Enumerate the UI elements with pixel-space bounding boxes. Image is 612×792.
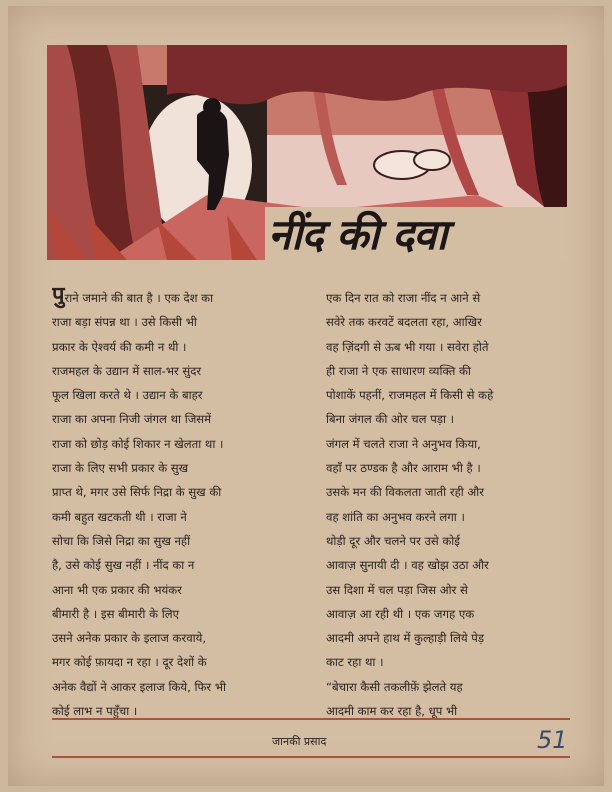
- paragraph-3: [326, 286, 576, 432]
- text-line: उसने अनेक प्रकार के इलाज करवाये,: [52, 631, 207, 646]
- text-line: बिना जंगल की ओर चल पड़ा ।: [326, 412, 455, 427]
- text-line: प्राप्त थे, मगर उसे सिर्फ निद्रा के सुख की: [52, 485, 222, 500]
- text-line: थोड़ी दूर और चलने पर उसे कोई: [326, 533, 461, 548]
- text-line: आवाज़ सुनायी दी । वह खोझ उठा और: [326, 558, 489, 573]
- text-line: ही राजा ने एक साधारण व्यक्ति की: [326, 363, 471, 378]
- text-line: राजमहल के उद्यान में साल-भर सुंदर: [52, 363, 202, 378]
- text-line: प्रकार के ऐश्वर्य की कमी न थी ।: [52, 339, 187, 354]
- text-line: आना भी एक प्रकार की भयंकर: [52, 582, 182, 597]
- text-line: वह शांति का अनुभव करने लगा ।: [326, 509, 465, 524]
- text-line: पुराने जमाने की बात है । एक देश का: [52, 286, 302, 310]
- text-line: राजा बड़ा संपन्न था । उसे किसी भी: [52, 315, 197, 330]
- text-line: है, उसे कोई सुख नहीं । नींद का न: [52, 558, 195, 573]
- text-line: पोशाकें पहनीं, राजमहल में किसी से कहे: [326, 388, 494, 403]
- text-line: काट रहा था ।: [326, 655, 384, 670]
- drop-cap: पु: [52, 286, 65, 308]
- footer-rule-bottom: [52, 756, 570, 758]
- text-line: उस दिशा में चल पड़ा जिस ओर से: [326, 582, 468, 597]
- text-line: वह ज़िंदगी से ऊब भी गया । सवेरा होते: [326, 339, 489, 354]
- text-line: सवेरे तक करवटें बदलता रहा, आखिर: [326, 315, 482, 330]
- text-line: राजा का अपना निजी जंगल था जिसमें: [52, 412, 212, 427]
- left-column: [52, 286, 302, 723]
- text-line: कोई लाभ न पहुँचा ।: [52, 704, 138, 719]
- text-line: फूल खिला करते थे । उद्यान के बाहर: [52, 388, 203, 403]
- text-line: वहाँ पर ठण्डक है और आराम भी है ।: [326, 461, 481, 476]
- right-column: [326, 286, 576, 723]
- text-line: एक दिन रात को राजा नींद न आने से: [326, 291, 481, 305]
- text-line: बीमारी है । इस बीमारी के लिए: [52, 606, 179, 621]
- paragraph-2: [52, 456, 302, 723]
- text-line: राजा के लिए सभी प्रकार के सुख: [52, 461, 189, 476]
- text-line: “बेचारा कैसी तकलीफ़ें झेलते यह: [326, 679, 463, 694]
- paragraph-1: [52, 286, 302, 456]
- text-line: आदमी काम कर रहा है, धूप भी: [326, 704, 458, 719]
- text-line: जंगल में चलते राजा ने अनुभव किया,: [326, 436, 481, 451]
- story-title: नींद की दवा: [268, 210, 447, 259]
- paragraph-6: [326, 675, 576, 724]
- text-line: सोचा कि जिसे निद्रा का सुख नहीं: [52, 533, 191, 548]
- text-line: आवाज़ आ रही थी । एक जगह एक: [326, 606, 475, 621]
- text-line: आदमी अपने हाथ में कुल्हाड़ी लिये पेड़: [326, 631, 485, 646]
- text-line: कमी बहुत खटकती थी । राजा ने: [52, 509, 187, 524]
- text-line: उसके मन की विकलता जाती रही और: [326, 485, 485, 500]
- footer-rule-top: [52, 718, 570, 720]
- text-line: अनेक वैद्यों ने आकर इलाज किये, फिर भी: [52, 679, 226, 694]
- text-line: मगर कोई फ़ायदा न रहा । दूर देशों के: [52, 655, 207, 670]
- page-number: 51: [537, 726, 568, 754]
- author-name: जानकी प्रसाद: [272, 735, 327, 748]
- text-line: राजा को छोड़ कोई शिकार न खेलता था ।: [52, 436, 224, 451]
- paragraph-5: [326, 529, 576, 675]
- paragraph-4: [326, 432, 576, 529]
